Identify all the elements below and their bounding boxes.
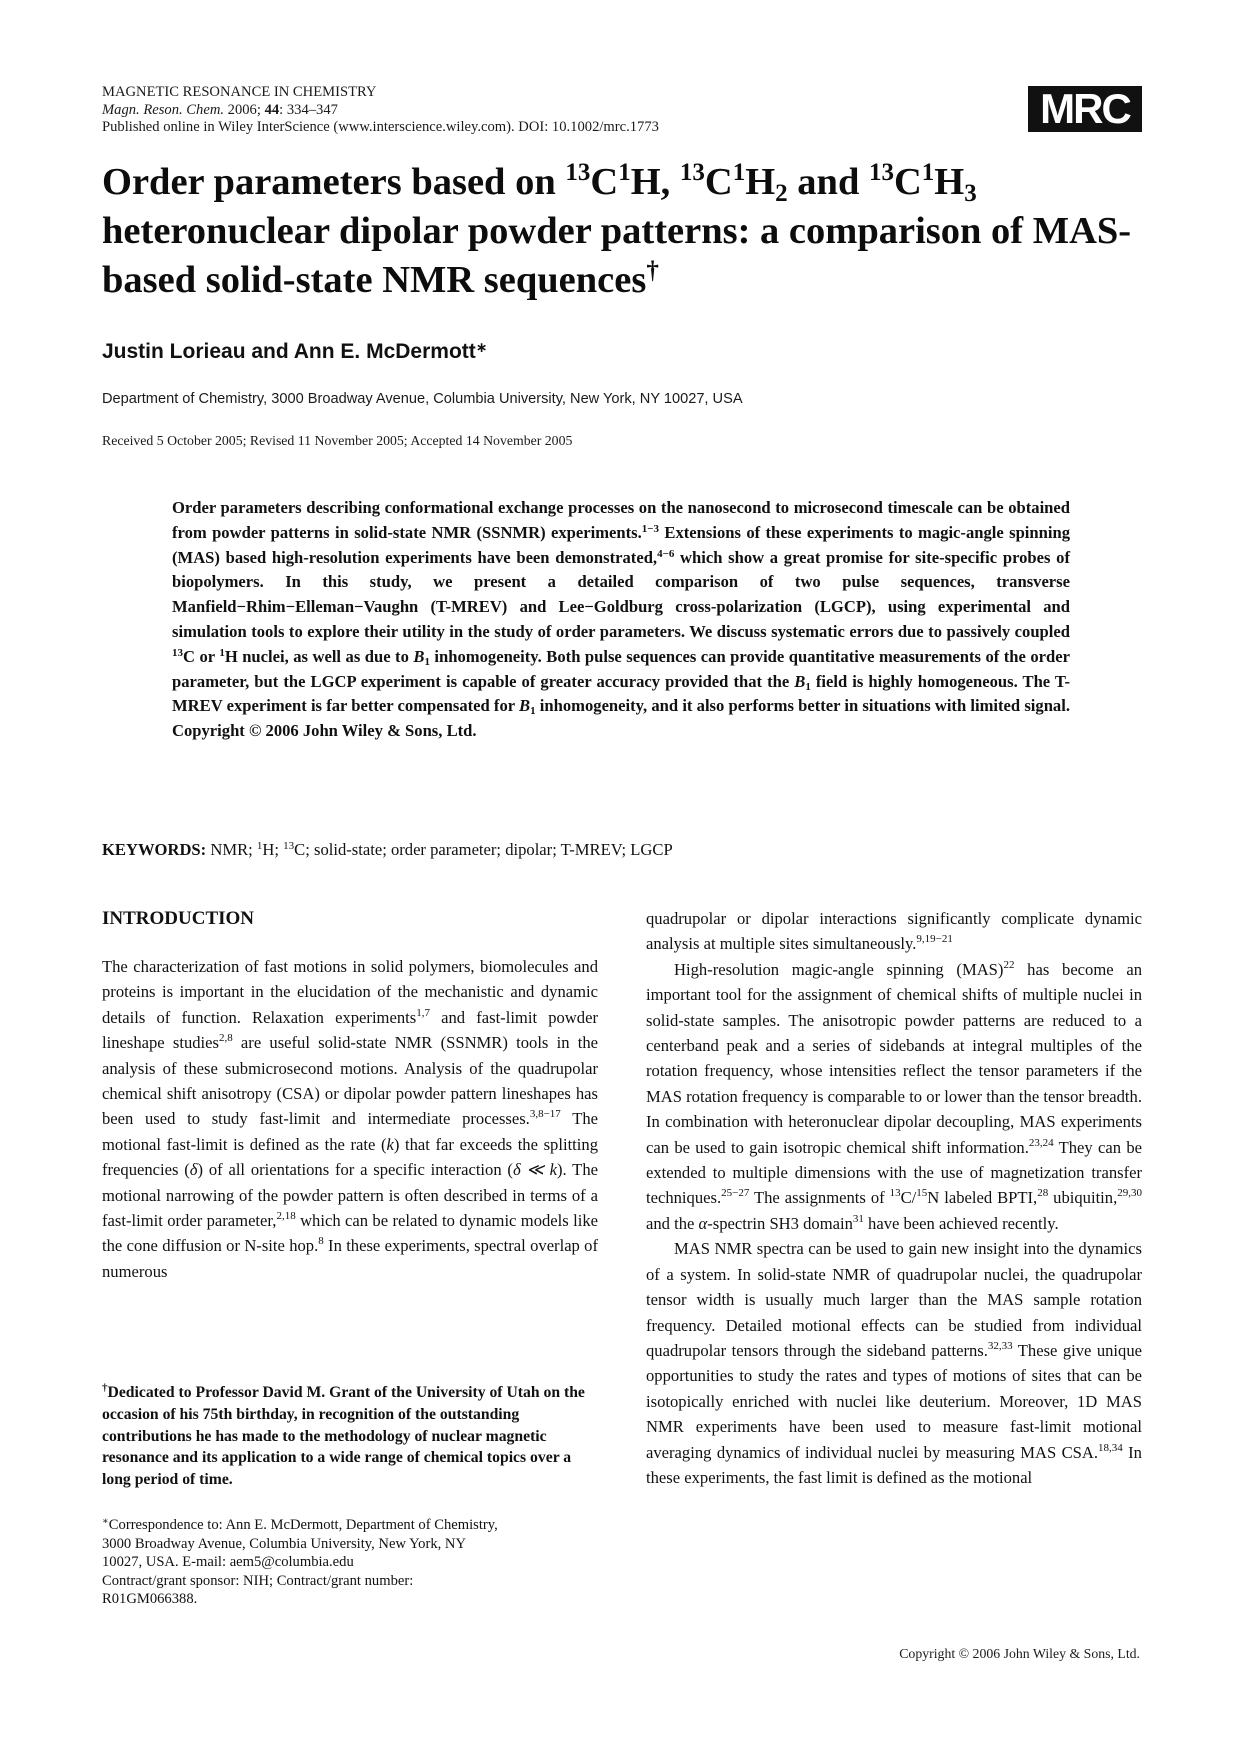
body-span: In these experiments, spectral overlap of numerous [102,1236,598,1281]
reference-mark: 25−27 [721,1187,750,1200]
page-footer-copyright: Copyright © 2006 John Wiley & Sons, Ltd. [899,1646,1140,1661]
body-span: and the [646,1213,699,1233]
abstract [172,496,1070,744]
body-span: The motional fast-limit is defined as the rate ( [102,1109,598,1154]
body-span: ). The motional narrowing of the powder pattern is often described in terms of a fast-limit order parameter, [102,1160,598,1231]
math-inequality: δ ≪ k [512,1160,558,1180]
body-span: ) that far exceeds the splitting frequencies ( [102,1134,598,1180]
intro-paragraph-2 [646,957,1142,1236]
correspondence-text: Correspondence to: Ann E. McDermott, Department of Chemistry, [108,1517,498,1533]
author-list [102,340,488,364]
title-h-a: H, [630,161,680,203]
title-sub-3: 3 [964,180,977,207]
citation-volume: 44 [264,101,280,118]
abstract-text: H nuclei, as well as due to [224,646,414,666]
body-span: High-resolution magic-angle spinning (MAS) [674,959,1004,979]
math-k: k [386,1134,394,1154]
isotope-mark: 13 [172,646,183,659]
reference-mark: 2,18 [276,1210,296,1223]
body-span: quadrupolar or dipolar interactions significantly complicate dynamic analysis at multiple sites simultaneously. [646,909,1142,954]
body-span: which can be related to dynamic models like the cone diffusion or N-site hop. [102,1211,599,1256]
b1-subscript: 1 [530,705,536,718]
body-span: ubiquitin, [1048,1188,1118,1208]
correspondence-line: 10027, USA. E-mail: aem5@columbia.edu [102,1554,354,1571]
title-part-2: heteronuclear dipolar powder patterns: a comparison of MAS-based solid-state NMR sequences [102,210,1132,301]
abstract-text: inhomogeneity. Both pulse sequences can provide quantitative measurements of the order parameter, but the LGCP experiment is capable of greater accuracy provided that the [172,646,1070,691]
abstract-text: field is highly homogeneous. The T-MREV experiment is far better compensated for [172,671,1070,716]
reference-mark: 2,8 [218,1032,233,1045]
reference-mark: 31 [852,1212,864,1225]
citation-year: 2006; [224,101,265,118]
title-c-b: C [704,161,733,203]
section-heading-introduction: INTRODUCTION [102,908,255,929]
body-span: MAS NMR spectra can be used to gain new insight into the dynamics of a system. In solid-state NMR of quadrupolar nuclei, the quadrupolar tensor width is usually much larger than the MAS sample rotation frequency. Detailed motional effects can be studied from individual quadrupolar tensors through the sideband patterns. [646,1239,1142,1360]
body-span: and fast-limit powder lineshape studies [102,1007,598,1053]
received-dates: Received 5 October 2005; Revised 11 November 2005; Accepted 14 November 2005 [102,433,573,448]
body-span: ) of all orientations for a specific interaction ( [197,1160,513,1180]
title-iso-13-b: 13 [679,159,705,186]
math-delta: δ [189,1160,198,1180]
body-span: In these experiments, the fast limit is defined as the motional [646,1442,1142,1487]
b1-symbol: B [794,671,806,691]
journal-logo: MRC [1028,86,1142,132]
citation-abbrev: Magn. Reson. Chem. [102,101,225,118]
correspondence-line [102,1516,602,1535]
article-title [102,158,1162,305]
reference-mark: 1,7 [416,1006,430,1019]
affiliation: Department of Chemistry, 3000 Broadway Avenue, Columbia University, New York, NY 10027, USA [102,391,743,407]
journal-name: MAGNETIC RESONANCE IN CHEMISTRY [102,84,377,100]
journal-header [102,84,659,137]
abstract-text: C or [183,646,220,666]
dedication-dagger: † [102,1382,108,1394]
title-iso-13-c: 13 [868,159,894,186]
isotope-mark: 1 [256,840,263,852]
abstract-text: Extensions of these experiments to magic-angle spinning (MAS) based high-resolution experiments have been demonstrated, [172,522,1071,567]
grant-number-line: R01GM066388. [102,1591,198,1608]
title-iso-13-a: 13 [565,159,591,186]
body-span: are useful solid-state NMR (SSNMR) tools in the analysis of these submicrosecond motions. Analysis of the quadrupolar chemical shift anisotropy (CSA) or dipolar powder pattern lineshapes has been used to study fast-limit and intermediate processes. [102,1033,598,1129]
title-sub-2: 2 [775,180,788,207]
reference-mark: 28 [1037,1187,1049,1200]
keywords [102,840,673,860]
keyword-text: H; [262,840,284,859]
body-span: They can be extended to multiple dimensions with the use of magnetization transfer techniques. [646,1137,1142,1208]
left-column [102,906,598,1284]
correspondence-footnote [102,1516,602,1609]
reference-mark: 4−6 [657,547,675,560]
b1-subscript: 1 [805,680,811,693]
title-dagger: † [646,257,659,284]
title-iso-1-a: 1 [618,159,631,186]
reference-mark: 3,8−17 [529,1108,561,1121]
reference-mark: 23,24 [1028,1136,1054,1149]
abstract-text: inhomogeneity, and it also performs better in situations with limited signal. Copyright © 2006 John Wiley & Sons, Ltd. [172,696,1070,741]
reference-mark: 1−3 [641,522,660,535]
grant-sponsor-line: Contract/grant sponsor: NIH; Contract/grant number: [102,1572,414,1589]
intro-paragraph-3 [646,1236,1142,1490]
isotope-mark: 15 [916,1187,928,1200]
keyword-text: NMR; [206,840,257,859]
body-span: -spectrin SH3 domain [707,1213,853,1233]
reference-mark: 22 [1003,958,1015,971]
corresponding-author-mark: ∗ [475,339,488,355]
body-span: have been achieved recently. [863,1213,1059,1233]
title-h-b: H [745,161,776,203]
reference-mark: 32,33 [987,1339,1013,1352]
isotope-mark: 1 [219,646,225,659]
body-span: These give unique opportunities to study the rates and types of motions of sites that can be isotopically enriched with nuclei like deuterium. Moreover, 1D MAS NMR experiments have been used to measure fast-limit motional averaging dynamics of individual nuclei by measuring MAS CSA. [646,1340,1143,1462]
keyword-text: C; solid-state; order parameter; dipolar; T-MREV; LGCP [294,840,673,859]
abstract-text: Order parameters describing conformational exchange processes on the nanosecond to microsecond timescale can be obtained from powder patterns in solid-state NMR (SSNMR) experiments. [172,498,1070,542]
reference-mark: 9,19−21 [916,933,953,946]
title-h-c: H [934,161,965,203]
b1-subscript: 1 [424,655,430,668]
abstract-text: which show a great promise for site-specific probes of biopolymers. In this study, we present a detailed comparison of two pulse sequences, transverse Manfield−Rhim−Elleman−Vaughn (T-MREV) and Lee−Goldburg cross-polarization (LGCP), using experimental and simulation tools to explore their utility in the study of order parameters. We discuss systematic errors due to passively coupled [172,547,1070,641]
keywords-label: KEYWORDS: [102,840,207,859]
body-span: C/ [900,1188,917,1208]
title-iso-1-c: 1 [921,159,935,186]
reference-mark: 8 [318,1235,324,1248]
journal-citation [102,102,659,120]
dedication-text: Dedicated to Professor David M. Grant of the University of Utah on the occasion of his 75th birthday, in recognition of the outstanding contributions he has made to the methodology of nuclear magnetic resonance and its application to a wide range of chemical topics over a long period of time. [102,1384,585,1489]
intro-paragraph-1-continued [646,906,1142,957]
b1-symbol: B [413,646,425,666]
intro-paragraph-1 [102,954,598,1284]
dedication-footnote [102,1382,598,1491]
isotope-mark: 13 [283,840,295,852]
right-column [646,906,1142,1490]
title-c-a: C [590,161,619,203]
title-and: and [787,161,869,203]
isotope-mark: 13 [889,1187,901,1200]
correspondence-line: 3000 Broadway Avenue, Columbia University, New York, NY [102,1535,466,1552]
reference-mark: 29,30 [1117,1187,1142,1200]
body-span: The assignments of [749,1188,890,1208]
body-span: N labeled BPTI, [927,1188,1038,1208]
citation-pages: : 334–347 [279,101,338,118]
author-names: Justin Lorieau and Ann E. McDermott [102,340,476,363]
body-span: The characterization of fast motions in solid polymers, biomolecules and proteins is important in the elucidation of the mechanistic and dynamic details of function. Relaxation experiments [102,957,598,1027]
b1-symbol: B [519,696,531,716]
body-span: has become an important tool for the assignment of chemical shifts of multiple nuclei in solid-state samples. The anisotropic powder patterns are reduced to a centerband peak and a series of sidebands at integral multiples of the rotation frequency, whose intensities reflect the tensor parameters if the MAS rotation frequency is comparable to or lower than the tensor breadth. In combination with heteronuclear dipolar decoupling, MAS experiments can be used to gain isotropic chemical shift information. [646,959,1143,1157]
reference-mark: 18,34 [1098,1441,1123,1454]
correspondence-star: ∗ [102,1516,109,1527]
title-part-1: Order parameters based on [102,161,566,203]
title-c-c: C [893,161,922,203]
title-iso-1-b: 1 [732,159,746,186]
published-online: Published online in Wiley InterScience (www.interscience.wiley.com). DOI: 10.1002/mrc.1773 [102,119,659,135]
math-alpha: α [698,1213,708,1233]
